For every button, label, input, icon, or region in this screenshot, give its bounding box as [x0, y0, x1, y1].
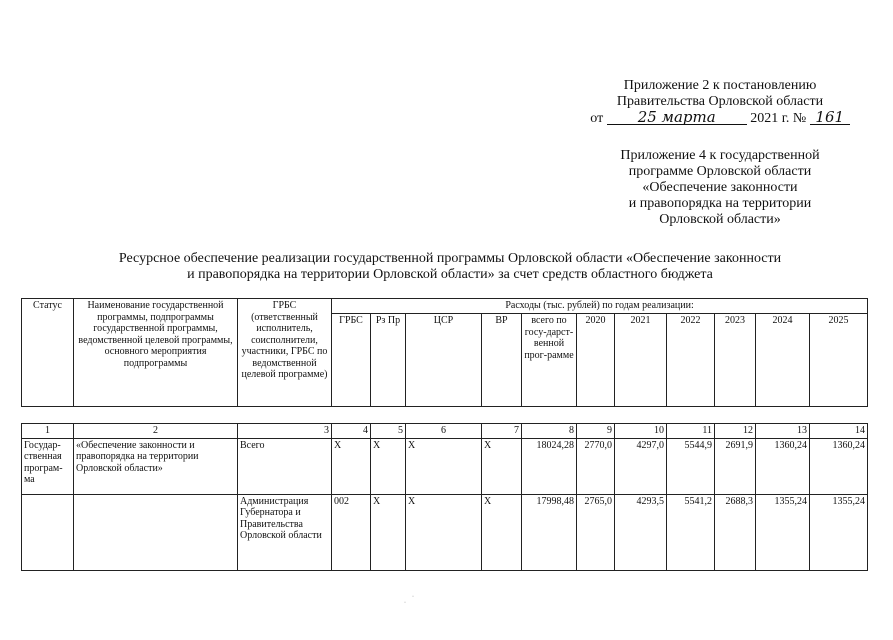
column-number: 1 [22, 424, 74, 439]
header-total: всего по госу-дарст-венной прог-рамме [522, 314, 577, 407]
row-year-2021: 4297,0 [615, 438, 667, 494]
row-year-2023: 2691,9 [715, 438, 756, 494]
column-number: 7 [482, 424, 522, 439]
row-year-2024: 1355,24 [756, 494, 810, 570]
row-csr: Х [406, 494, 482, 570]
header-year-2025: 2025 [810, 314, 868, 407]
document-title-line-2: и правопорядка на территории Орловской области» за счет средств областного бюджета [187, 267, 713, 282]
appendix-2-line-1: Приложение 2 к постановлению [623, 78, 817, 93]
header-year-2020: 2020 [577, 314, 615, 407]
appendix-2-line-2: Правительства Орловской области [616, 94, 824, 109]
appendix-4-line-1: Приложение 4 к государственной [620, 148, 820, 163]
date-prefix: от [590, 111, 604, 126]
document-title [60, 251, 840, 283]
header-status: Статус [22, 299, 74, 407]
column-number: 9 [577, 424, 615, 439]
year-text: 2021 г. № [750, 111, 807, 126]
column-number: 10 [615, 424, 667, 439]
column-number: 4 [332, 424, 371, 439]
column-number: 5 [371, 424, 406, 439]
header-year-2024: 2024 [756, 314, 810, 407]
handwritten-date: 25 марта [607, 110, 747, 125]
row-year-2023: 2688,3 [715, 494, 756, 570]
header-grbs-executor: ГРБС (ответственный исполнитель, соисполнители, участники, ГРБС по ведомственной целевой программе) [238, 299, 332, 407]
resolution-date-line [590, 110, 850, 127]
column-number: 14 [810, 424, 868, 439]
row-vr: Х [482, 438, 522, 494]
budget-table-body [21, 423, 868, 571]
appendix-4-line-4: и правопорядка на территории [628, 196, 812, 211]
header-vr: ВР [482, 314, 522, 407]
row-total: 17998,48 [522, 494, 577, 570]
row-year-2022: 5544,9 [667, 438, 715, 494]
column-number: 3 [238, 424, 332, 439]
header-rzpr: Рз Пр [371, 314, 406, 407]
row-program-name: «Обеспечение законности и правопорядка на территории Орловской области» [74, 438, 238, 494]
appendix-2-header [590, 78, 850, 127]
column-number: 11 [667, 424, 715, 439]
row-year-2022: 5541,2 [667, 494, 715, 570]
row-total: 18024,28 [522, 438, 577, 494]
header-year-2023: 2023 [715, 314, 756, 407]
appendix-4-line-2: программе Орловской области [628, 164, 812, 179]
handwritten-number: 161 [810, 110, 850, 125]
header-grbs-code: ГРБС [332, 314, 371, 407]
row-status [22, 494, 74, 570]
appendix-4-header [590, 148, 850, 228]
row-year-2024: 1360,24 [756, 438, 810, 494]
row-rzpr: Х [371, 494, 406, 570]
row-year-2025: 1360,24 [810, 438, 868, 494]
budget-table-header [21, 298, 868, 407]
column-number-row [22, 424, 868, 439]
row-program-name [74, 494, 238, 570]
row-year-2020: 2765,0 [577, 494, 615, 570]
document-title-line-1: Ресурсное обеспечение реализации государственной программы Орловской области «Обеспечение законности [118, 251, 782, 266]
row-grbs-code: 002 [332, 494, 371, 570]
row-grbs-name: Администрация Губернатора и Правительства Орловской области [238, 494, 332, 570]
scan-speck: · [404, 600, 406, 606]
row-rzpr: Х [371, 438, 406, 494]
header-expenses: Расходы (тыс. рублей) по годам реализации: [332, 299, 868, 314]
header-year-2022: 2022 [667, 314, 715, 407]
row-csr: Х [406, 438, 482, 494]
appendix-4-line-5: Орловской области» [659, 212, 781, 227]
header-year-2021: 2021 [615, 314, 667, 407]
column-number: 12 [715, 424, 756, 439]
header-csr: ЦСР [406, 314, 482, 407]
column-number: 2 [74, 424, 238, 439]
row-year-2020: 2770,0 [577, 438, 615, 494]
row-status: Государ-ственная програм-ма [22, 438, 74, 494]
table-row [22, 494, 868, 570]
header-program-name: Наименование государственной программы, подпрограммы государственной программы, ведомственной целевой программы, основного мероприятия подпрограммы [74, 299, 238, 407]
column-number: 13 [756, 424, 810, 439]
row-grbs-code: Х [332, 438, 371, 494]
appendix-4-line-3: «Обеспечение законности [642, 180, 798, 195]
column-number: 6 [406, 424, 482, 439]
row-vr: Х [482, 494, 522, 570]
column-number: 8 [522, 424, 577, 439]
row-year-2025: 1355,24 [810, 494, 868, 570]
row-year-2021: 4293,5 [615, 494, 667, 570]
row-grbs-name: Всего [238, 438, 332, 494]
table-row [22, 438, 868, 494]
scan-speck: · [412, 594, 414, 600]
